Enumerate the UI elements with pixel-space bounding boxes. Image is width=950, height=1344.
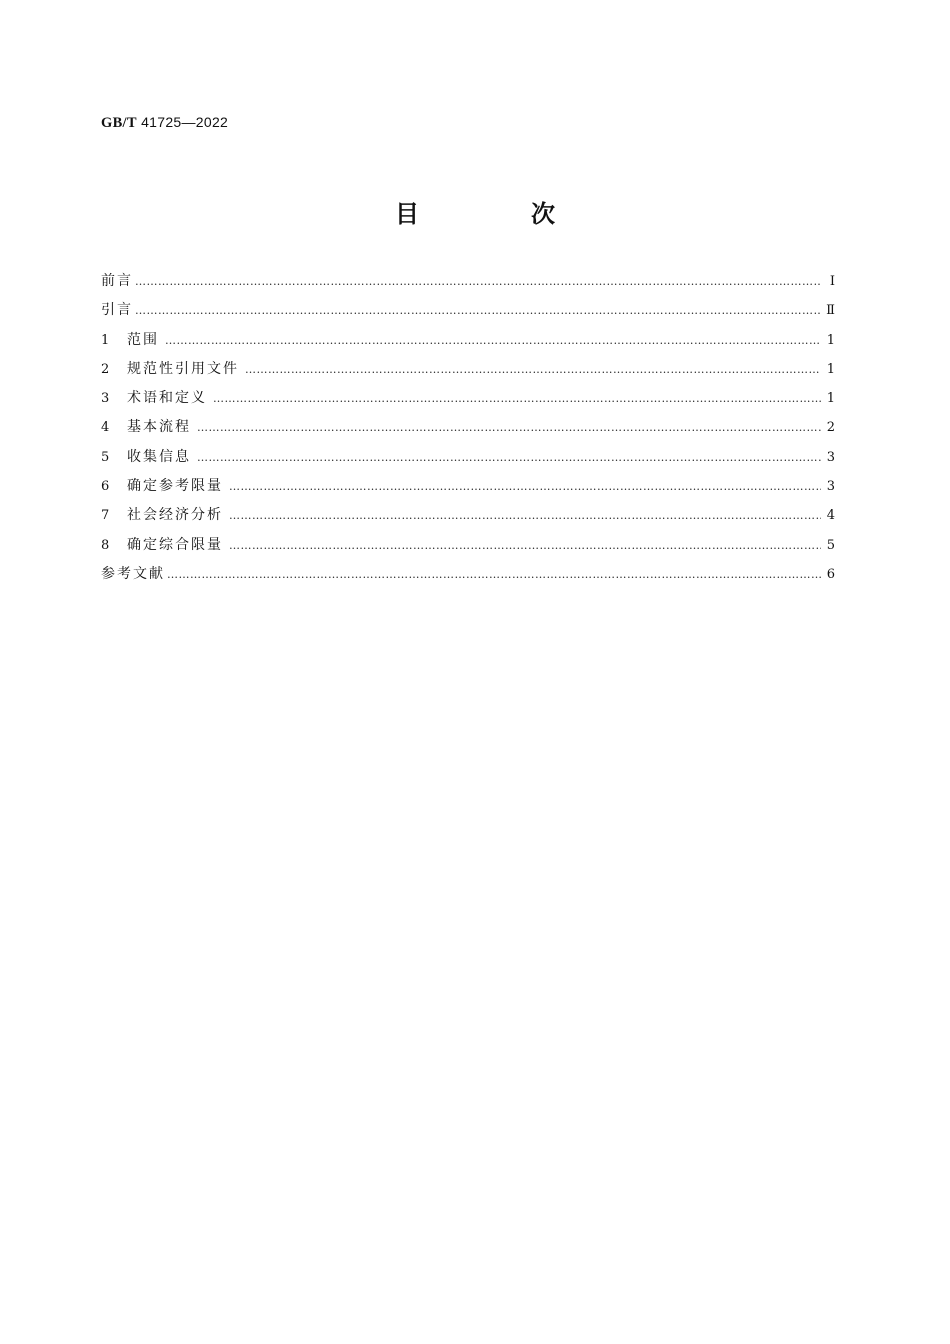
toc-entry-terms-definitions[interactable] — [101, 387, 835, 416]
toc-entry-label: 参考文献 — [101, 565, 165, 582]
toc-entry-number: 6 — [101, 479, 110, 495]
toc-entry-label: 基本流程 — [127, 419, 191, 436]
toc-leader-dots — [197, 421, 821, 434]
toc-entry-reference-limit[interactable] — [101, 475, 835, 504]
toc-entry-bibliography[interactable] — [101, 563, 835, 592]
toc-entry-label: 社会经济分析 — [127, 507, 223, 524]
toc-entry-page: 3 — [826, 479, 835, 495]
toc-leader-dots — [229, 480, 821, 493]
toc-entry-label: 确定参考限量 — [127, 478, 223, 495]
toc-entry-page: 1 — [826, 391, 835, 407]
toc-entry-number: 3 — [101, 391, 110, 407]
standard-prefix: GB/T — [101, 115, 137, 131]
toc-entry-page: 4 — [826, 508, 835, 524]
toc-entry-label: 规范性引用文件 — [127, 360, 239, 377]
toc-entry-label: 收集信息 — [127, 448, 191, 465]
toc-leader-dots — [229, 509, 821, 522]
toc-entry-label: 引言 — [101, 302, 133, 319]
toc-leader-dots — [135, 275, 821, 288]
toc-leader-dots — [135, 304, 821, 317]
toc-entry-collect-info[interactable] — [101, 446, 835, 475]
toc-entry-page: 2 — [826, 420, 835, 436]
toc-leader-dots — [197, 451, 821, 464]
toc-leader-dots — [245, 363, 821, 376]
toc-entry-page: 5 — [826, 537, 835, 553]
toc-leader-dots — [229, 539, 821, 552]
toc-entry-number: 7 — [101, 508, 110, 524]
toc-entry-basic-process[interactable] — [101, 416, 835, 445]
standard-number: 41725—2022 — [141, 114, 229, 130]
toc-entry-combined-limit[interactable] — [101, 534, 835, 563]
toc-entry-normative-references[interactable] — [101, 358, 835, 387]
toc-entry-number: 4 — [101, 420, 110, 436]
toc-entry-page: Ⅱ — [826, 303, 835, 319]
toc-title: 目 次 — [395, 200, 599, 228]
toc-entry-label: 确定综合限量 — [127, 536, 223, 553]
toc-entry-label: 范围 — [127, 331, 159, 348]
toc-entry-page: 1 — [826, 332, 835, 348]
toc-entry-label: 前言 — [101, 273, 133, 289]
toc-leader-dots — [167, 568, 821, 581]
toc-entry-number: 5 — [101, 449, 110, 465]
table-of-contents — [101, 270, 835, 592]
toc-entry-page: 3 — [826, 449, 835, 465]
toc-entry-page: 1 — [826, 361, 835, 377]
toc-entry-page: 6 — [826, 566, 835, 582]
standard-code — [101, 114, 228, 132]
toc-entry-foreword[interactable] — [101, 270, 835, 299]
toc-entry-scope[interactable] — [101, 329, 835, 358]
toc-entry-number: 8 — [101, 537, 110, 553]
toc-entry-page: Ⅰ — [829, 274, 835, 289]
toc-leader-dots — [165, 334, 821, 347]
toc-entry-number: 1 — [101, 332, 110, 348]
toc-entry-introduction[interactable] — [101, 299, 835, 328]
toc-entry-socioeconomic-analysis[interactable] — [101, 504, 835, 533]
toc-entry-label: 术语和定义 — [127, 390, 207, 407]
toc-leader-dots — [213, 392, 821, 405]
toc-entry-number: 2 — [101, 361, 110, 377]
